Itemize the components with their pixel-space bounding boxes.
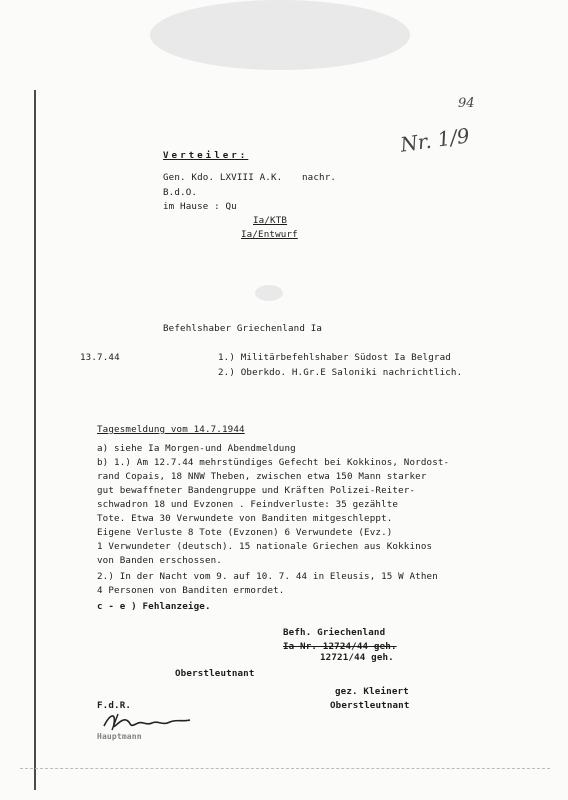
report-line: Eigene Verluste 8 Tote (Evzonen) 6 Verwundete (Evz.) (97, 527, 393, 538)
closing-far: F.d.R. (97, 700, 132, 711)
distribution-item-3: im Hause : Qu (163, 201, 237, 212)
page-number: 94 (458, 96, 475, 111)
report-line: c - e ) Fehlanzeige. (97, 601, 211, 612)
punch-edge-line (34, 90, 36, 790)
mid-smudge (255, 285, 283, 301)
report-line: a) siehe Ia Morgen-und Abendmeldung (97, 443, 296, 454)
closing-right-rank: Oberstleutnant (330, 700, 410, 711)
date: 13.7.44 (80, 352, 120, 363)
distribution-item-2: B.d.O. (163, 187, 198, 198)
closing-bottom-rank: Hauptmann (97, 732, 142, 741)
sender: Befehlshaber Griechenland Ia (163, 323, 323, 334)
closing-signed: gez. Kleinert (335, 686, 409, 697)
internal-ktb: Ia/KTB (253, 215, 288, 226)
closing-ref-struck: Ia Nr. 12724/44 geh. (283, 641, 397, 652)
closing-ref: 12721/44 geh. (320, 652, 394, 663)
report-line: 1 Verwundeter (deutsch). 15 nationale Griechen aus Kokkinos (97, 541, 433, 552)
recipient-2: 2.) Oberkdo. H.Gr.E Saloniki nachrichtlich. (218, 367, 463, 378)
report-line: Tote. Etwa 30 Verwundete von Banditen mitgeschleppt. (97, 513, 393, 524)
report-line: 2.) In der Nacht vom 9. auf 10. 7. 44 in Eleusis, 15 W Athen (97, 571, 438, 582)
report-line: rand Copais, 18 NNW Theben, zwischen etwa 150 Mann starker (97, 471, 427, 482)
document-number: Nr. 1/9 (398, 123, 472, 157)
bottom-fold-line (20, 768, 550, 769)
closing-left-rank: Oberstleutnant (175, 668, 255, 679)
recipient-1: 1.) Militärbefehlshaber Südost Ia Belgrad (218, 352, 451, 363)
report-line: 4 Personen von Banditen ermordet. (97, 585, 285, 596)
internal-entwurf: Ia/Entwurf (241, 229, 298, 240)
distribution-title: Verteiler: (163, 150, 249, 161)
closing-org: Befh. Griechenland (283, 627, 386, 638)
report-line: gut bewaffneter Bandengruppe und Kräften Polizei-Reiter- (97, 485, 416, 496)
top-smudge (150, 0, 410, 70)
report-title: Tagesmeldung vom 14.7.1944 (97, 424, 245, 435)
report-line: schwadron 18 und Evzonen . Feindverluste: 35 gezählte (97, 499, 399, 510)
distribution-note-1: nachr. (302, 172, 337, 183)
distribution-item-1: Gen. Kdo. LXVIII A.K. (163, 172, 283, 183)
report-line: b) 1.) Am 12.7.44 mehrstündiges Gefecht bei Kokkinos, Nordost- (97, 457, 450, 468)
report-line: von Banden erschossen. (97, 555, 222, 566)
